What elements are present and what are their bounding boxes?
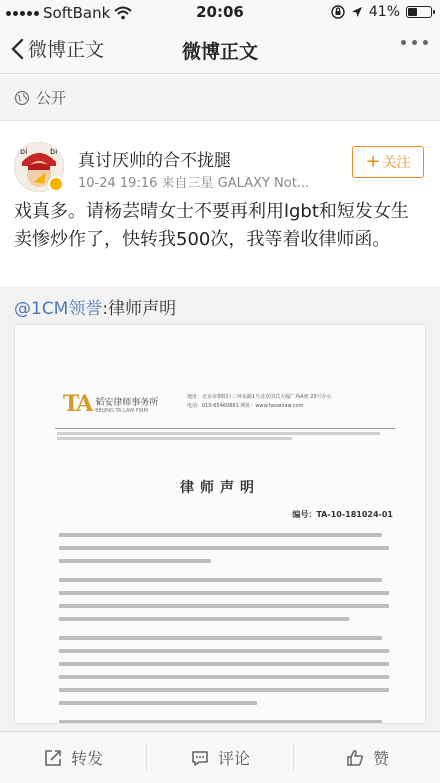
firm-address: 地址：北京市朝阳区三环东路1号北京国宾大厦广场A座 23号办公 — [187, 394, 332, 400]
plus-icon: + — [365, 151, 381, 172]
carrier-label: SoftBank — [43, 4, 111, 22]
repost-button[interactable] — [0, 744, 147, 771]
status-bar — [0, 0, 440, 26]
dot-icon — [412, 40, 417, 45]
comment-button[interactable] — [147, 744, 294, 771]
doc-title: 律师声明 — [180, 480, 260, 496]
follow-button[interactable] — [352, 146, 424, 178]
battery-fill — [408, 8, 417, 16]
page-title: 微博正文 — [181, 41, 258, 63]
location-icon — [351, 6, 363, 18]
repost-header — [14, 294, 176, 319]
share-icon — [43, 748, 63, 768]
visibility-bar — [0, 75, 440, 121]
repost-label: 转发 — [70, 749, 103, 768]
follow-label: 关注 — [382, 155, 411, 171]
post-text: 戏真多。请杨芸晴女士不要再利用lgbt和短发女生卖惨炒作了，快转我500次，我等着收律师函。 — [14, 201, 409, 250]
attached-document-image[interactable] — [14, 324, 426, 724]
nav-bar — [0, 26, 440, 74]
status-right — [331, 4, 432, 20]
like-button[interactable] — [294, 744, 440, 771]
dot-icon — [401, 40, 406, 45]
firm-contact — [187, 393, 387, 411]
globe-icon — [14, 90, 30, 106]
svg-text:bi: bi — [50, 147, 58, 156]
firm-name-cn: 韬安律师事务所 — [95, 397, 159, 408]
post-header — [0, 130, 440, 200]
battery-percent: 41% — [368, 4, 400, 20]
verified-badge-icon — [48, 176, 64, 192]
svg-text:bi: bi — [20, 147, 28, 156]
firm-name — [95, 395, 158, 414]
firm-logo-icon: TA — [63, 391, 92, 417]
clock: 20:06 — [196, 3, 244, 21]
doc-fine-print — [57, 432, 393, 442]
repost-text: :律师声明 — [102, 299, 177, 319]
firm-name-en: BEIJING TA LAW FIRM — [95, 407, 148, 414]
doc-number: 编号：TA-10-181024-01 — [292, 510, 393, 519]
battery-icon — [406, 6, 432, 18]
back-label: 微博正文 — [28, 39, 105, 61]
comment-icon — [190, 748, 210, 768]
divider — [55, 428, 395, 429]
thumbs-up-icon — [345, 748, 365, 768]
visibility-label: 公开 — [36, 89, 67, 107]
rotation-lock-icon — [331, 5, 345, 19]
action-bar — [0, 731, 440, 783]
mention-link[interactable]: @1CM领誉 — [14, 299, 103, 319]
comment-label: 评论 — [217, 749, 250, 768]
like-label: 赞 — [372, 749, 389, 768]
username[interactable]: 真讨厌帅的合不拢腿 — [78, 151, 231, 171]
repost-card[interactable] — [0, 286, 440, 731]
law-firm-logo — [63, 391, 158, 417]
doc-body-text — [59, 533, 389, 724]
dot-icon — [423, 40, 428, 45]
firm-phone-web: 电话：010-65460881 网址：www.taoanlaw.com — [187, 403, 304, 409]
post-meta: 10-24 19:16 来自三星 GALAXY Not... — [78, 176, 310, 191]
more-options-button[interactable] — [401, 40, 428, 45]
